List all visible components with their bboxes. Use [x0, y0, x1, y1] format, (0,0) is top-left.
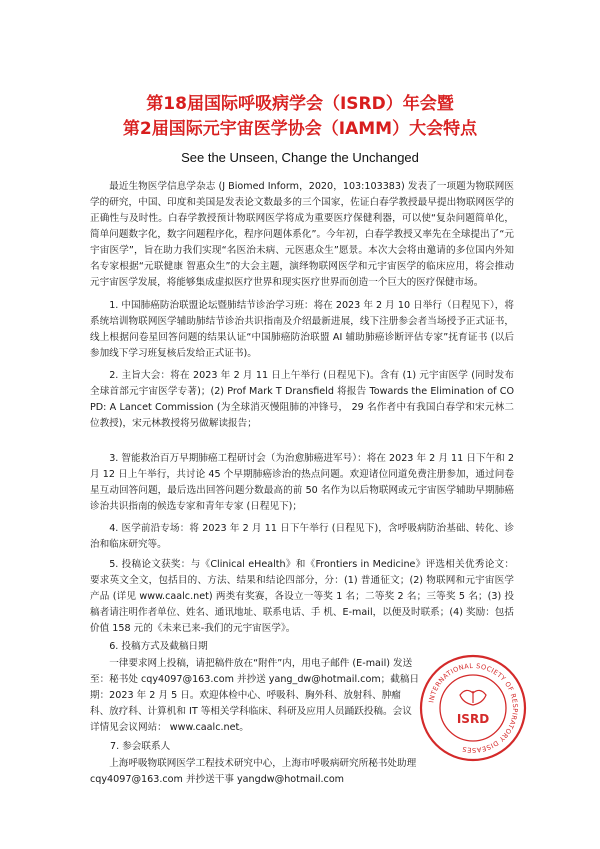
seal-inner-ring [440, 675, 506, 741]
subtitle: See the Unseen, Change the Unchanged [181, 150, 419, 165]
seal-outer-ring [421, 656, 525, 760]
item-6-paragraph: 一律要求网上投稿，请把稿件放在“附件”内，用电子邮件 (E-mail) 发送至：秘书处 cqy4097@163.com 并抄送 yang_dw@hotmail.com；截稿日期：2023 年 2 月 5 日。欢迎体检中心、呼吸科、胸外科、放射科、肿瘤科、放疗科、计算机和 IT 等相关学科临床、科研及应用人员踊跃投稿。会议详情见会议网站： www.caalc.net。 [90, 658, 420, 733]
item-7-paragraph: 上海呼吸物联网医学工程技术研究中心，上海市呼吸病研究所秘书处助理 cqy4097@163.com 并抄送干事 yangdw@hotmail.com [90, 758, 417, 785]
item-6-heading: 6. 投稿方式及截稿日期 [109, 641, 208, 652]
item-3-paragraph: 3. 智能救治百万早期肺癌工程研讨会（为治愈肺癌进军号）：将在 2023 年 2 月 11 日下午和 2 月 12 日上午举行，共讨论 45 个早期肺癌诊治的热点问题。欢迎诸位同道免费注册参加，通过问卷星互动回答问题，最后选出回答问题分数最高的前 50 名作为以后物联网或元宇宙医学辅助早期肺癌诊治共识指南的候选专家和青年专家 (日程见下)； [90, 453, 514, 512]
seal-center-text: ISRD [456, 712, 490, 726]
intro-paragraph: 最近生物医学信息学杂志 (J Biomed Inform，2020，103:103383) 发表了一项题为物联网医学的研究，中国、印度和美国是发表论文数最多的三个国家，佐证白春学教授最早提出物联网医学的正确性与及时性。白春学教授预计物联网医学将成为重要医疗保健利器，可以使“复杂问题简单化，简单问题数字化，数字问题程序化，程序问题体系化”。今年初，白春学教授又率先在全球提出了“元宇宙医学”，旨在助力我们实现“名医治未病、元医惠众生”愿景。本次大会将由邀请的多位国内外知名专家根据“元联健康 智惠众生”的大会主题，演绎物联网医学和元宇宙医学的临床应用，将会推动元宇宙医学发展，将能够集成虚拟医疗世界和现实医疗世界而创造一个巨大的医疗保健市场。 [90, 181, 514, 288]
item-4-paragraph: 4. 医学前沿专场：将 2023 年 2 月 11 日下午举行 (日程见下)，含呼吸病防治基础、转化、诊治和临床研究等。 [90, 523, 514, 550]
item-1-paragraph: 1. 中国肺癌防治联盟论坛暨肺结节诊治学习班：将在 2023 年 2 月 10 日举行（日程见下），将系统培训物联网医学辅助肺结节诊治共识指南及介绍最新进展，线下注册参会者当场授予正式证书，线上根据问卷星回答问题的结果认证“中国肺癌防治联盟 AI 辅助肺癌诊断评估专家”抚育证书 (以后参加线下学习班复核后发给正式证书)。 [90, 300, 514, 359]
item-2-paragraph: 2. 主旨大会：将在 2023 年 2 月 11 日上午举行 (日程见下)。含有 (1) 元宇宙医学 (同时发布全球首部元宇宙医学专著)；(2) Prof Mark T Dransfield 将报告 Towards the Elimination of COPD: A Lancet Commission (为全球消灭慢阻肺的冲锋号， 29 名作者中有我国白春学和宋元林二位教授)，宋元林教授将另做解读报告； [90, 370, 514, 429]
title-line-1: 第18届国际呼吸病学会（ISRD）年会暨 [146, 94, 454, 114]
item-5-paragraph: 5. 投稿论文获奖：与《Clinical eHealth》和《Frontiers in Medicine》评选相关优秀论文：要求英文全文，包括目的、方法、结果和结论四部分，分：(1) 普通征文；(2) 物联网和元宇宙医学产品 (详见 www.caalc.net) 两类有奖赛，各设立一等奖 1 名；二等奖 2 名；三等奖 5 名；(3) 投稿者请注明作者单位、姓名、通讯地址、联系电话、手 机、E-mail，以便及时联系；(4) 奖励：包括价值 158 元的《未来已来-我们的元宇宙医学》。 [90, 559, 514, 634]
seal-ring-text: INTERNATIONAL SOCIETY OF RESPIRATORY DISEASES [427, 661, 520, 755]
item-7-heading: 7. 参会联系人 [110, 741, 171, 752]
title-line-2: 第2届国际元宇宙医学协会（IAMM）大会特点 [122, 119, 478, 139]
isrd-seal-stamp [418, 653, 528, 763]
